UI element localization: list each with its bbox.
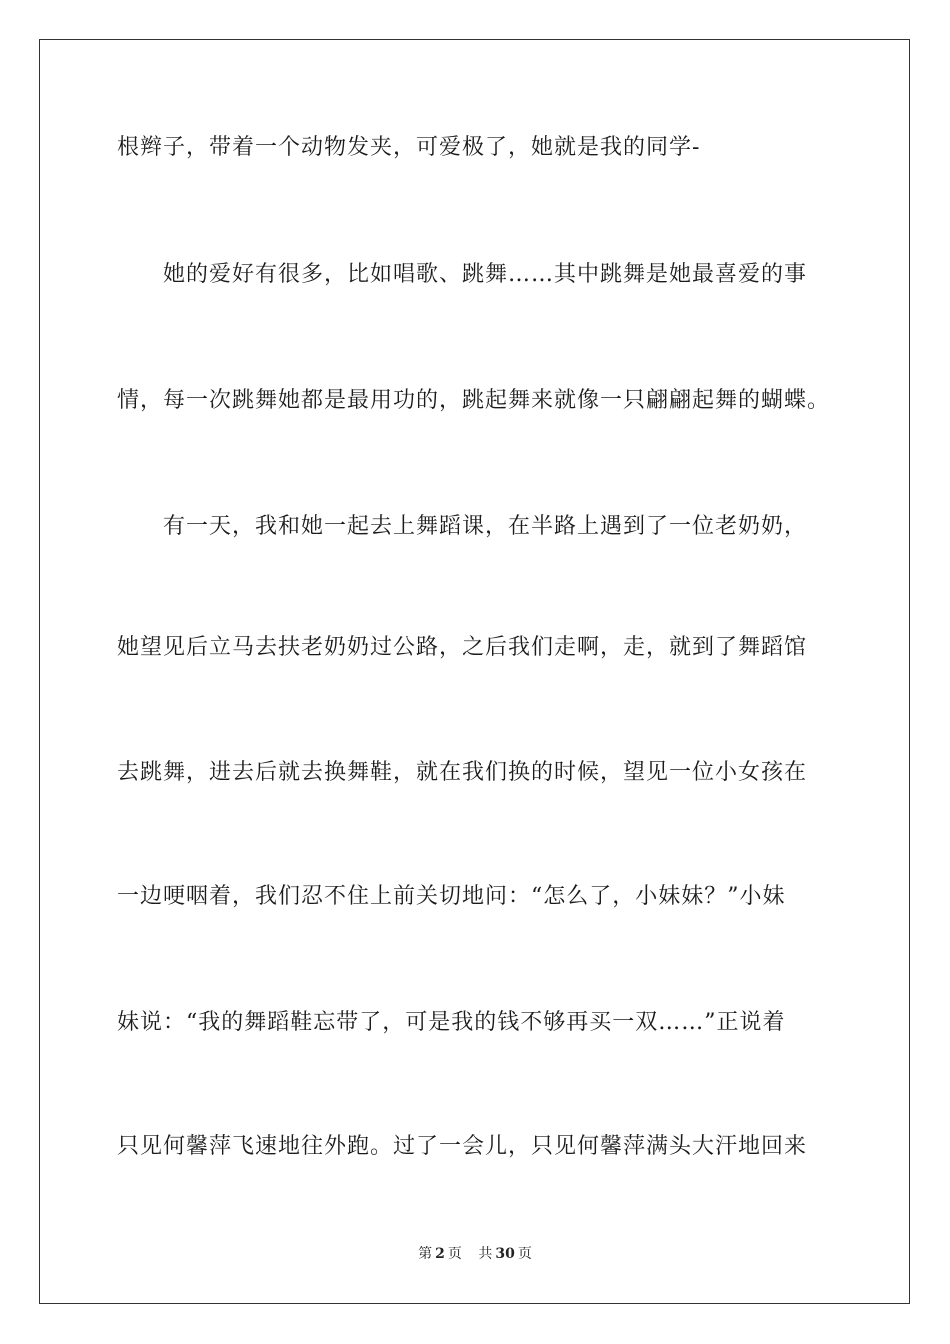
text-line-9: 只见何馨萍飞速地往外跑。过了一会儿，只见何馨萍满头大汗地回来	[117, 1134, 808, 1159]
text-line-3: 情，每一次跳舞她都是最用功的，跳起舞来就像一只翩翩起舞的蝴蝶。	[117, 388, 831, 413]
page-number: 2	[435, 1246, 445, 1262]
total-indicator	[475, 1246, 534, 1262]
page-border	[39, 39, 910, 1304]
text-line-6: 去跳舞，进去后就去换舞鞋，就在我们换的时候，望见一位小女孩在	[117, 760, 808, 785]
page-prefix: 第	[418, 1246, 433, 1262]
text-line-1: 根辫子，带着一个动物发夹，可爱极了，她就是我的同学-	[117, 135, 701, 160]
page-suffix: 页	[447, 1246, 462, 1262]
text-line-7: 一边哽咽着，我们忍不住上前关切地问：“怎么了，小妹妹？”小妹	[117, 884, 786, 909]
page-footer	[0, 1245, 950, 1263]
text-line-5: 她望见后立马去扶老奶奶过公路，之后我们走啊，走，就到了舞蹈馆	[117, 635, 808, 660]
text-line-2: 她的爱好有很多，比如唱歌、跳舞……其中跳舞是她最喜爱的事	[163, 262, 808, 287]
page-indicator	[415, 1246, 465, 1262]
total-suffix: 页	[517, 1246, 532, 1262]
total-pages: 30	[495, 1246, 515, 1262]
total-prefix: 共	[478, 1246, 493, 1262]
text-line-8: 妹说：“我的舞蹈鞋忘带了，可是我的钱不够再买一双……”正说着	[117, 1010, 786, 1035]
text-line-4: 有一天，我和她一起去上舞蹈课，在半路上遇到了一位老奶奶，	[163, 514, 808, 539]
